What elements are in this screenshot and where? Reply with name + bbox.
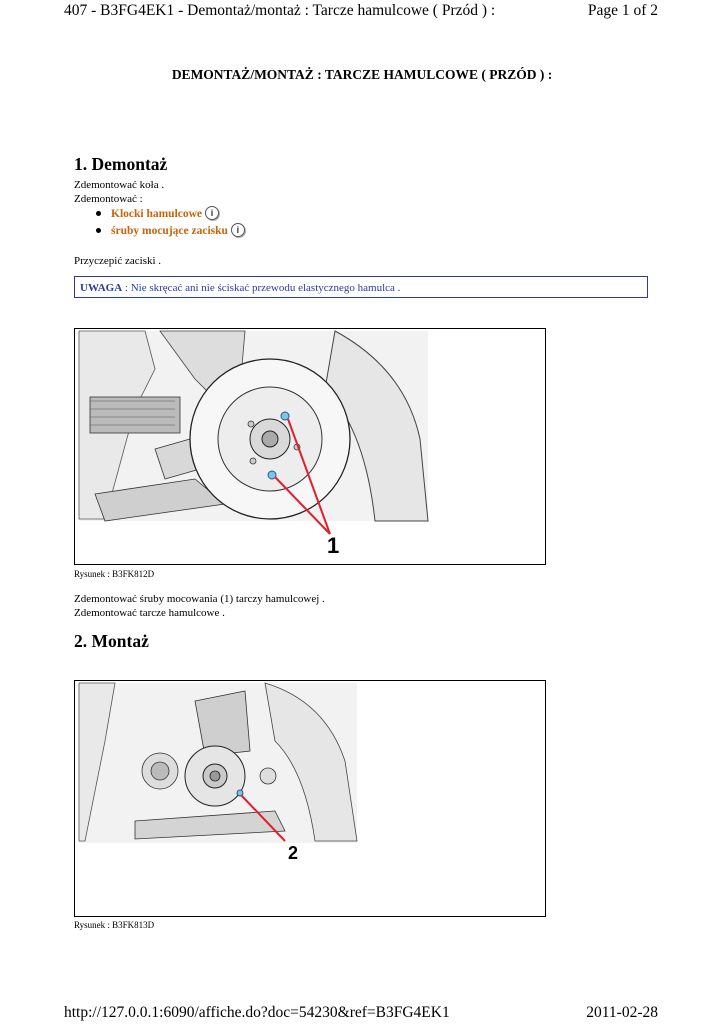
- document-title: DEMONTAŻ/MONTAŻ : TARCZE HAMULCOWE ( PRZÓD ) :: [171, 67, 553, 82]
- section-heading-montaz: 2. Montaż: [74, 631, 149, 651]
- figure-brake-disc: [74, 328, 546, 565]
- step-text: Przyczepić zaciski .: [74, 255, 162, 267]
- info-icon[interactable]: i: [231, 223, 245, 237]
- step-text: Zdemontować koła .: [74, 179, 165, 191]
- step-text: Zdemontować śruby mocowania (1) tarczy hamulcowej .: [74, 593, 325, 605]
- figure-caption: Rysunek : B3FK813D: [74, 920, 155, 930]
- warning-box: [74, 276, 648, 298]
- bullet-icon: [96, 211, 101, 216]
- info-icon[interactable]: i: [205, 206, 219, 220]
- link-sruby-mocujace[interactable]: śruby mocujące zacisku: [111, 225, 228, 237]
- list-item[interactable]: [111, 206, 219, 220]
- callout-number: 2: [288, 843, 299, 863]
- footer-url: http://127.0.0.1:6090/affiche.do?doc=54230&ref=B3FG4EK1: [64, 1004, 450, 1021]
- section-heading-demontaz: 1. Demontaż: [74, 154, 168, 174]
- brake-disc-illustration: [75, 329, 545, 564]
- step-text: Zdemontować tarcze hamulcowe .: [74, 607, 225, 619]
- list-item[interactable]: [111, 223, 245, 237]
- link-klocki-hamulcowe[interactable]: Klocki hamulcowe: [111, 208, 203, 220]
- bullet-icon: [96, 228, 101, 233]
- callout-number: 1: [327, 533, 340, 558]
- page-number: Page 1 of 2: [587, 2, 658, 19]
- hub-illustration: [75, 681, 545, 916]
- warning-label: UWAGA: [80, 282, 123, 294]
- step-text: Zdemontować :: [74, 193, 143, 205]
- figure-hub: [74, 680, 546, 917]
- warning-text: : Nie skręcać ani nie ściskać przewodu elastycznego hamulca .: [122, 282, 401, 294]
- footer-date: 2011-02-28: [586, 1004, 658, 1021]
- figure-caption: Rysunek : B3FK812D: [74, 569, 155, 579]
- header-title: 407 - B3FG4EK1 - Demontaż/montaż : Tarcze hamulcowe ( Przód ) :: [64, 2, 496, 19]
